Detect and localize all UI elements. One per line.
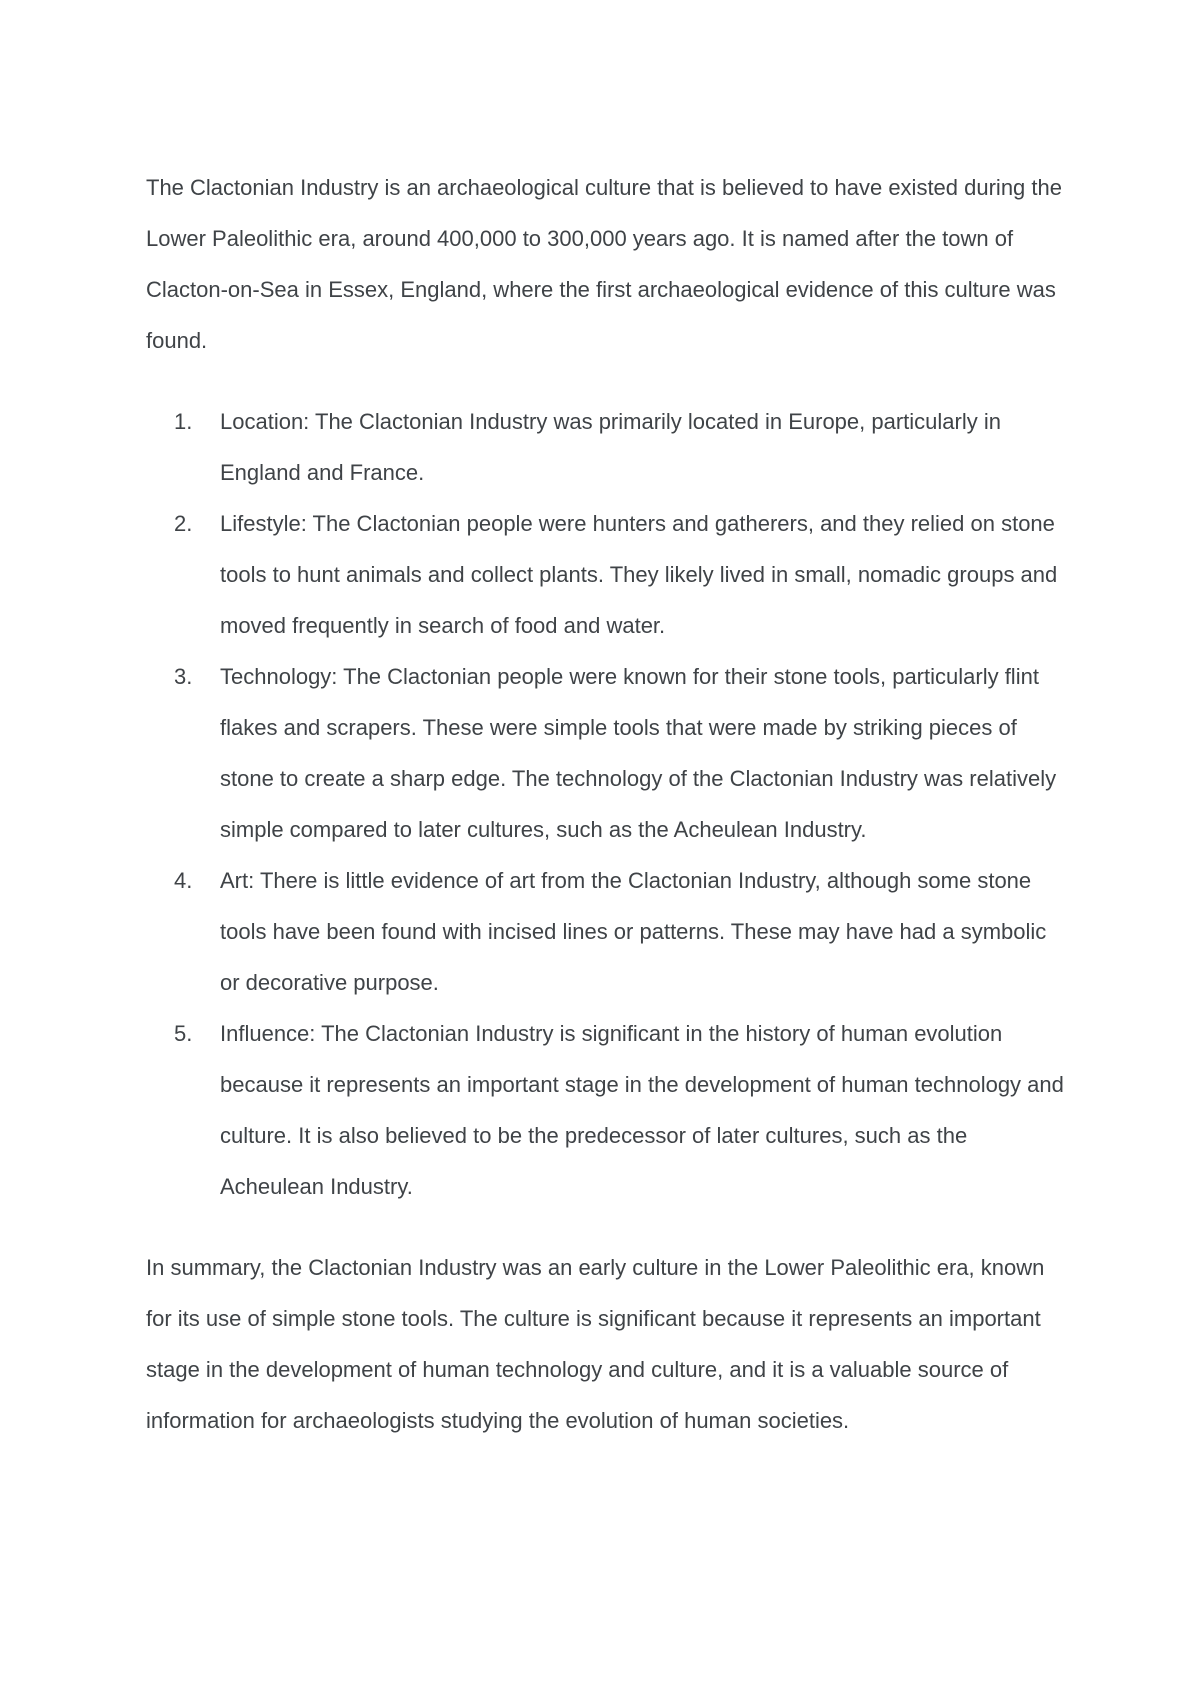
list-item (146, 396, 1066, 498)
list-item-text: Technology: The Clactonian people were known for their stone tools, particularly flint flakes and scrapers. These were simple tools that were made by striking pieces of stone to create a sharp edge. The technology of the Clactonian Industry was relatively simple compared to later cultures, such as the Acheulean Industry. (220, 664, 1057, 842)
list-item (146, 855, 1066, 1008)
list-item-text: Influence: The Clactonian Industry is significant in the history of human evolution because it represents an important stage in the development of human technology and culture. It is also believed to be the predecessor of later cultures, such as the Acheulean Industry. (220, 1021, 1064, 1199)
list-item-text: Lifestyle: The Clactonian people were hunters and gatherers, and they relied on stone tools to hunt animals and collect plants. They likely lived in small, nomadic groups and moved frequently in search of food and water. (220, 511, 1058, 638)
list-item-number: 3. (174, 664, 193, 689)
document-body (146, 162, 1066, 1446)
list-item-text: Location: The Clactonian Industry was primarily located in Europe, particularly in England and France. (220, 409, 1001, 485)
summary-paragraph: In summary, the Clactonian Industry was an early culture in the Lower Paleolithic era, known for its use of simple stone tools. The culture is significant because it represents an important stage in the development of human technology and culture, and it is a valuable source of information for archaeologists studying the evolution of human societies. (146, 1255, 1045, 1433)
numbered-list (146, 396, 1066, 1212)
list-item (146, 498, 1066, 651)
list-item-text: Art: There is little evidence of art from the Clactonian Industry, although some stone tools have been found with incised lines or patterns. These may have had a symbolic or decorative purpose. (220, 868, 1047, 995)
list-item-number: 5. (174, 1021, 193, 1046)
list-item (146, 1008, 1066, 1212)
list-item (146, 651, 1066, 855)
list-item-number: 1. (174, 409, 193, 434)
list-item-number: 4. (174, 868, 193, 893)
list-item-number: 2. (174, 511, 193, 536)
intro-paragraph: The Clactonian Industry is an archaeological culture that is believed to have existed during the Lower Paleolithic era, around 400,000 to 300,000 years ago. It is named after the town of Clacton-on-Sea in Essex, England, where the first archaeological evidence of this culture was found. (146, 175, 1062, 353)
